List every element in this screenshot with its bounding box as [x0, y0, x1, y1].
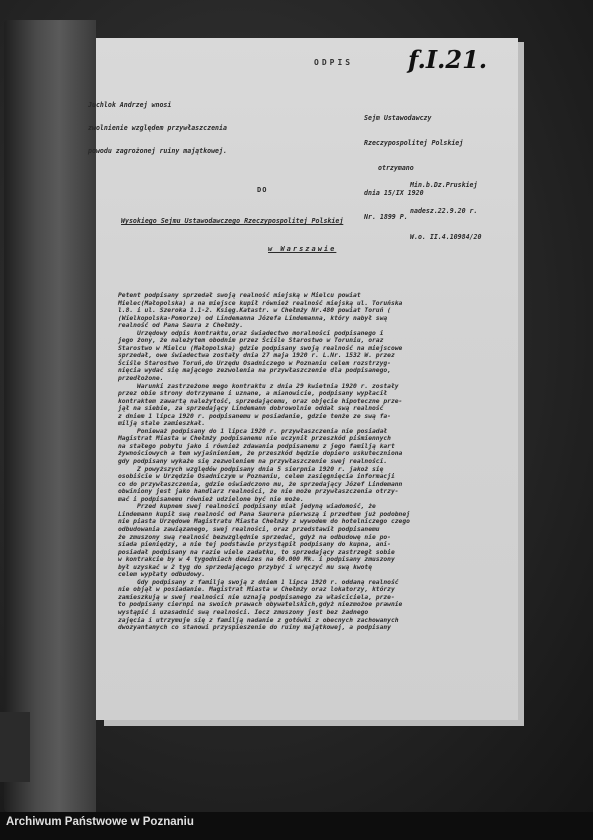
- body-line: jego żony, że należytem obodnim przez Ściśle Starostwo w Toruniu, oraz: [118, 337, 384, 345]
- sender-line: Juchlok Andrzej wnosi: [88, 101, 172, 110]
- body-line: odbudowania zawiązanego, swej realności, oraz przedstawił podpisanemu: [118, 525, 380, 533]
- body-line: przez obie strony dotrzymane i uznane, a mianowicie, podpisany wypłacił: [118, 390, 388, 398]
- body-line: Ściśle Starostwo Toruń,do Urzędu Osadniczego w Poznaniu celem rozstrzyg-: [118, 359, 391, 367]
- body-line: Ponieważ podpisany do 1 lipca 1920 r. przywłaszczenia nie posiadał: [118, 427, 388, 435]
- body-line: Mielec(Małopolska) a na miejsce kupił również realność miejską ul. Toruńska: [118, 299, 403, 307]
- body-line: Z powyższych względów podpisany dnia 5 sierpnia 1920 r. jakoż się: [118, 465, 384, 473]
- body-line: Starostwo w Mielcu (Małopolska) gdzie podpisany swoją realność na miejscowe: [118, 344, 403, 352]
- body-line: to podpisany ciernpi na swoich prawach obywatelskich,gdyż niezmożoe prawnie: [118, 601, 403, 609]
- body-line: gdy podpisany wykaże się zezwoleniem na przywłaszczenie swej realności.: [118, 458, 388, 466]
- to-label: DO: [257, 186, 268, 194]
- body-line: celem wypłaty odbudowy.: [118, 571, 206, 579]
- body-line: osobiście w Urzędzie Osadniczym w Poznaniu, celem zasięgnięcia informacji: [118, 473, 395, 481]
- body-line: nięcia wydać się mającego zezwolenia na przywłaszczenie dla podpisanego,: [118, 367, 391, 375]
- body-line: dwozyantanych co stanowi przyspieszenie do ruiny majątkowej, a podpisany: [118, 624, 391, 632]
- body-line: jął na siebie, za sprzedający Lindemann dobrowolnie oddał swą realność: [118, 405, 384, 413]
- document-page: [88, 38, 518, 720]
- stamp-line: otrzymano: [378, 163, 414, 172]
- handwritten-mark: f.I.21.: [408, 45, 488, 74]
- body-line: realność od Pana Saura z Chełmży.: [118, 322, 244, 330]
- body-line: (Wielkopolska-Pomorze) od Lindemanna Józefa Lindemanna, który nabył swą: [118, 314, 388, 322]
- body-line: nie objął w posiadanie. Magistrat Miasta w Chełmży oraz lokatorzy, którzy: [118, 586, 395, 594]
- sender-line: powodu zagrożonej ruiny majątkowej.: [88, 147, 227, 156]
- body-line: w kontrakcie by w 4 tygodniach dewizes na 60.000 Mk. i podpisany zmuszony: [118, 556, 395, 564]
- body-line: Magistrat Miasta w Chełmży podpisanemu nie uczynił przeszkód piśmiennych: [118, 435, 391, 443]
- body-line: obwiniony jest jako handlarz realności, że nie może przywłaszczenia otrzy-: [118, 488, 399, 496]
- body-line: sprzedał, owe świadectwa zostały dnia 27 maja 1920 r. L.Nr. 1532 W. przez: [118, 352, 395, 360]
- reference-line: W.o. II.4.10984/20: [410, 232, 482, 241]
- sender-block: [88, 87, 227, 171]
- body-line: Przed kupnem swej realności podpisany miał jedyną wiadomość, że: [118, 503, 376, 511]
- body-line: Petent podpisany sprzedał swoją realność miejską w Mielcu powiat: [118, 292, 361, 299]
- body-line: milją stale zamieszkał.: [118, 420, 206, 428]
- archive-footer-text: Archiwum Państwowe w Poznaniu: [6, 816, 194, 828]
- body-line: nie piasta Urzędowe Magistratu Miasta Chełmży z wywodem do hotelniczego czego: [118, 518, 410, 526]
- body-line: przedłożone.: [118, 375, 164, 383]
- body-line: był uzyskać w 2 tyg do sprzedającego przybyć i wręczyć mu swą kwotę: [118, 563, 373, 571]
- body-line: co do przywłaszczenia, gdzie oświadczono mu, że sprzedający Józef Lindemann: [118, 480, 403, 488]
- body-line: posiadał podpisany na razie wiele zadatku, to sprzedający zastrzegł sobie: [118, 548, 395, 556]
- body-line: wystąpić i uzasadnić swą realności. Iecz zmuszony jest bez żadnego: [118, 608, 369, 616]
- body-line: zajęcia i utrzymuje się z familją nadanie z gotówki z obecnych zachowanych: [118, 616, 399, 624]
- body-line: z dniem 1 lipca 1920 r. podpisanemu w posiadanie, gdzie tenże ze swą fa-: [118, 412, 391, 420]
- stamp-line: Rzeczypospolitej Polskiej: [364, 139, 464, 148]
- folder-edge: [4, 20, 96, 812]
- stamp-line: Nr. 1899 P.: [364, 213, 408, 222]
- folder-tab: [0, 712, 30, 782]
- body-line: Warunki zastrzeżone mego kontraktu z dnia 29 kwietnia 1920 r. zostały: [118, 382, 399, 390]
- sender-line: zwolnienie względem przywłaszczenia: [88, 124, 227, 133]
- stamp-line: dnia 15/IX 1920: [364, 188, 424, 197]
- reference-block: [410, 164, 481, 258]
- reference-line: nadesz.22.9.20 r.: [410, 206, 478, 215]
- reference-line: Min.b.Dz.Pruskiej: [410, 181, 478, 190]
- body-line: Urzędowy odpis kontraktu,oraz świadectwo moralności podpisanego i: [118, 329, 384, 337]
- body-line: żywnościowych a tem wyjaśnieniem, że przeszkód będzie dopiero uskuteczniona: [118, 450, 403, 458]
- stamp-line: Sejm Ustawodawczy: [364, 114, 432, 123]
- letter-body: [118, 292, 513, 632]
- recipient-line: Wysokiego Sejmu Ustawodawczego Rzeczypospolitej Polskiej: [121, 217, 344, 225]
- document-header: ODPIS: [314, 58, 354, 67]
- body-line: mać i podpisanemu również udzielone być nie może.: [118, 495, 304, 503]
- body-line: zamieszkują w swej realności nie uznają podpisanego za właściciela, prze-: [118, 593, 395, 601]
- body-line: Lindemann kupił swą realność od Pana Saurera pierwszą i przedtem już podobnej: [118, 510, 410, 518]
- body-line: kontraktem zawartą należytość, sprzedającemu, oraz objęcie hipoteczne prze-: [118, 397, 403, 405]
- body-line: na stałego pobytu jako i również zdawania podpisanemu z jego familją kart: [118, 442, 395, 450]
- body-line: że zmuszony swą realność bezwzględnie sprzedać, gdyż na odbudowę nie po-: [118, 533, 391, 541]
- location-line: w Warszawie: [268, 245, 337, 253]
- body-line: siada pieniędzy, a nie tej podstawie przystąpił podpisany do kupna, ani-: [118, 541, 391, 549]
- body-line: Gdy podpisany z familją swoją z dniem 1 lipca 1920 r. oddaną realność: [118, 578, 399, 586]
- body-line: l.8. i ul. Szeroka 1.1-2. Księg.Katastr. w Chełmży Nr.480 powiat Toruń (: [118, 307, 391, 315]
